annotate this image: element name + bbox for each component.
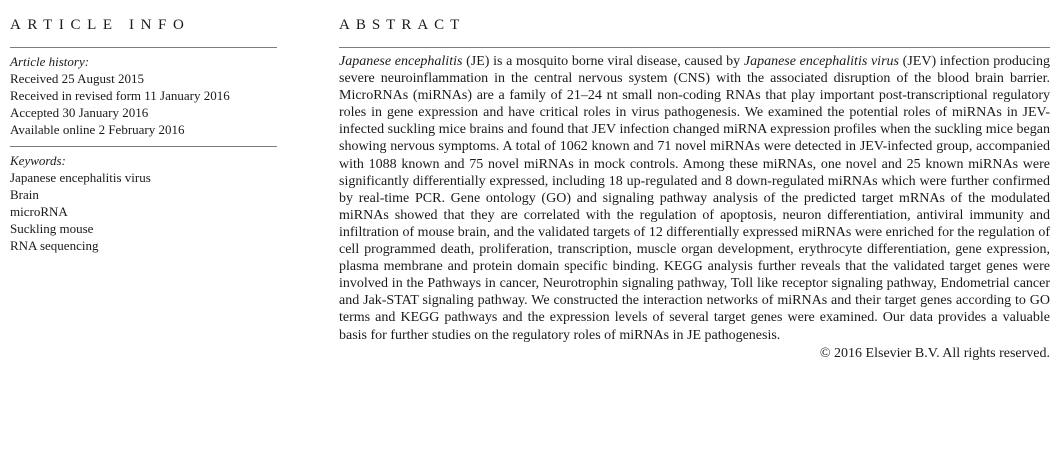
- history-online: Available online 2 February 2016: [10, 122, 185, 137]
- abstract-top-rule: [339, 47, 1050, 48]
- keyword-item: Brain: [10, 187, 39, 202]
- article-info-heading: ARTICLE INFO: [10, 17, 191, 33]
- copyright-notice: © 2016 Elsevier B.V. All rights reserved.: [819, 345, 1050, 361]
- article-info-top-rule: [10, 47, 277, 48]
- abstract-lead-term: Japanese encephalitis: [339, 54, 463, 69]
- history-received: Received 25 August 2015: [10, 71, 144, 86]
- history-revised: Received in revised form 11 January 2016: [10, 88, 230, 103]
- keyword-item: Suckling mouse: [10, 221, 94, 236]
- abstract-column: [339, 0, 1050, 362]
- keywords-block: [10, 152, 277, 254]
- keyword-item: RNA sequencing: [10, 238, 99, 253]
- history-accepted: Accepted 30 January 2016: [10, 105, 149, 120]
- article-info-column: [10, 0, 277, 254]
- abstract-virus-term: Japanese encephalitis virus: [743, 54, 899, 69]
- article-history-label: Article history:: [10, 54, 90, 69]
- abstract-text-part-1: (JE) is a mosquito borne viral disease, caused by: [462, 54, 744, 69]
- abstract-text-part-2: (JEV) infection producing severe neuroinflammation in the central nervous system (CNS) with the associated disruption of the blood brain barrier. MicroRNAs (miRNAs) are a family of 21–24 nt small non-coding RNAs that play important post-transcriptional regulatory roles in gene expression and have critical roles in virus pathogenesis. We examined the potential roles of miRNAs in JEV-infected suckling mice brains and found that JEV infection changed miRNA expression profiles when the suckling mice began showing nervous symptoms. A total of 1062 known and 71 novel miRNAs were detected in JEV-infected group, accompanied with 1088 known and 75 novel miRNAs in mock controls. Among these miRNAs, one novel and 25 known miRNAs were significantly differentially expressed, including 18 up-regulated and 8 down-regulated miRNAs which were further confirmed by real-time PCR. Gene ontology (GO) and signaling pathway analysis of the predicted target mRNAs of the modulated miRNAs showed that they are correlated with the regulation of apoptosis, neuron differentiation, antiviral immunity and infiltration of mouse brain, and the validated targets of 12 differentially expressed miRNAs were enriched for the regulation of cell programmed death, proliferation, transcription, muscle organ development, erythrocyte differentiation, gene expression, plasma membrane and protein domain specific binding. KEGG analysis further reveals that the validated target genes were involved in the Pathways in cancer, Neurotrophin signaling pathway, Toll like receptor signaling pathway, Endometrial cancer and Jak-STAT signaling pathway. We constructed the interaction networks of miRNAs and their target genes according to GO terms and KEGG pathways and the expression levels of several target genes were examined. Our data provides a valuable basis for further studies on the regulatory roles of miRNAs in JE pathogenesis.: [339, 54, 1051, 343]
- article-history: [10, 53, 277, 138]
- keyword-item: microRNA: [10, 204, 68, 219]
- keyword-item: Japanese encephalitis virus: [10, 170, 151, 185]
- keywords-label: Keywords:: [10, 153, 66, 168]
- article-info-middle-rule: [10, 146, 277, 147]
- abstract-heading: ABSTRACT: [339, 17, 466, 33]
- abstract-body: [339, 53, 1050, 344]
